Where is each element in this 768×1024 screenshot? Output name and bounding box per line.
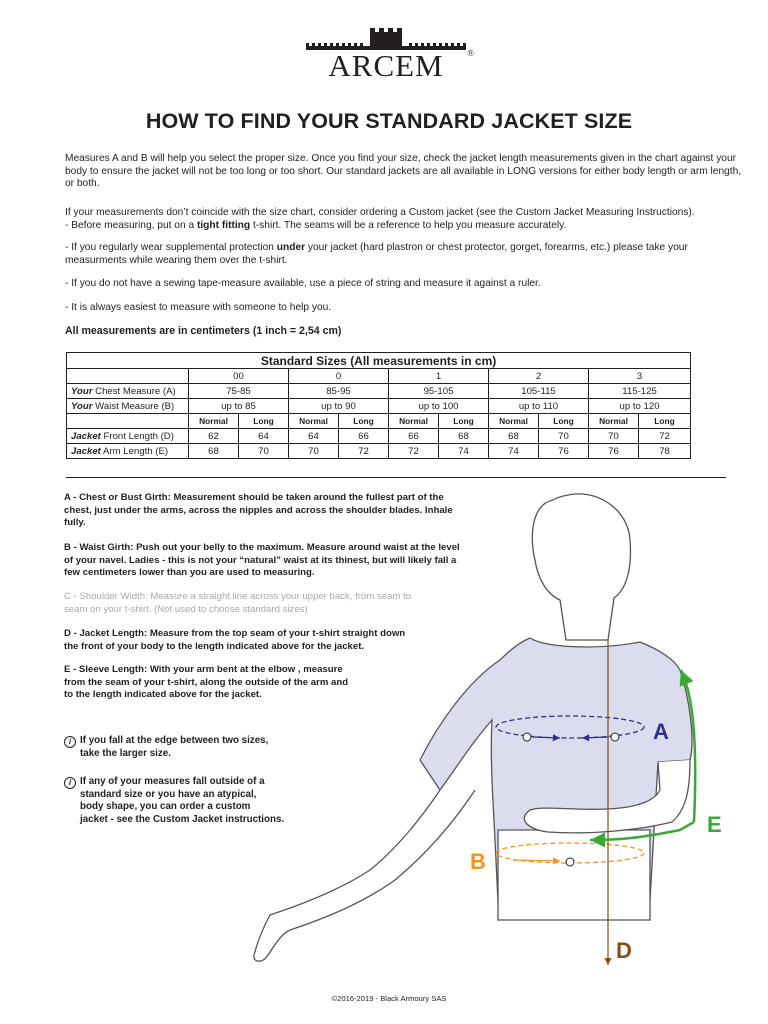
long-header: Long [439, 414, 489, 429]
size-00: 00 [189, 369, 289, 384]
chest-row [67, 384, 691, 399]
front-cell: 62 [189, 429, 239, 444]
arm-cell: 72 [339, 444, 389, 459]
front-cell: 72 [639, 429, 691, 444]
measure-b-line: B - Waist Girth: Push out your belly to the maximum. Measure around waist at the level [64, 542, 460, 553]
waist-label [67, 399, 189, 414]
size-corner [67, 369, 189, 384]
tip-line: jacket - see the Custom Jacket instructions. [80, 814, 285, 826]
label-e: E [707, 812, 722, 837]
arm-cell: 78 [639, 444, 691, 459]
tshirt-note-bold: tight fitting [196, 219, 251, 231]
label-b: B [470, 849, 486, 874]
size-3: 3 [589, 369, 691, 384]
label-a: A [653, 719, 669, 744]
measure-e [64, 664, 348, 702]
protection-post: your jacket (hard plastron or chest protector, gorget, forearms, etc.) please take your measurments while wearing them over the t-shirt. [65, 242, 688, 266]
measure-b-line: of your navel. Ladies - this is not your “natural” waist at its thinest, but will likely fall a [64, 554, 457, 566]
measure-a-line: chest, just under the arms, across the nipples and across the shoulder blades. Inhale [64, 504, 453, 516]
chest-cell: 105-115 [489, 384, 589, 399]
left-arm-outline [254, 790, 475, 961]
protection-pre: - If you regularly wear supplemental protection [65, 242, 277, 253]
measure-b-line: few centimeters lower than you are used to measuring. [64, 567, 315, 579]
long-header: Long [339, 414, 389, 429]
custom-jacket-note: If your measurements don’t coincide with the size chart, consider ordering a Custom jacket (see the Custom Jacket Measuring Instructions). [65, 207, 695, 218]
size-0: 0 [289, 369, 389, 384]
units-note: All measurements are in centimeters (1 inch = 2,54 cm) [65, 325, 342, 337]
chest-cell: 85-95 [289, 384, 389, 399]
arm-cell: 72 [389, 444, 439, 459]
front-cell: 70 [539, 429, 589, 444]
arm-cell: 70 [239, 444, 289, 459]
long-header: Long [539, 414, 589, 429]
normal-header: Normal [589, 414, 639, 429]
waist-label-text: Waist Measure (B) [92, 400, 175, 412]
protection-paragraph [65, 242, 745, 267]
string-paragraph: - If you do not have a sewing tape-measure available, use a piece of string and measure it against a ruler. [65, 278, 541, 289]
waist-cell: up to 120 [589, 399, 691, 414]
size-2: 2 [489, 369, 589, 384]
chest-cell: 115-125 [589, 384, 691, 399]
chest-point-right [611, 733, 619, 741]
brand-logo [300, 26, 472, 84]
arm-length-label [67, 444, 189, 459]
tip-line: standard size or you have an atypical, [80, 788, 257, 800]
front-length-row [67, 429, 691, 444]
normal-long-corner [67, 414, 189, 429]
intro-paragraph: Measures A and B will help you select the proper size. Once you find your size, check the jacket length measurements given in the chart against your body to ensure the jacket will not be too long or too short. Our standard jackets are all available in LONG versions for either body length or arm length, or both. [65, 153, 742, 189]
label-d: D [616, 938, 632, 963]
chest-cell: 95-105 [389, 384, 489, 399]
measure-a-line: A - Chest or Bust Girth: Measurement should be taken around the fullest part of the [64, 492, 444, 503]
brand-name: ARCEM [328, 48, 444, 83]
waist-cell: up to 100 [389, 399, 489, 414]
helper-paragraph: - It is always easiest to measure with someone to help you. [65, 302, 332, 313]
size-row [67, 369, 691, 384]
front-cell: 66 [389, 429, 439, 444]
size-table [66, 352, 691, 459]
arm-cell: 68 [189, 444, 239, 459]
waist-row [67, 399, 691, 414]
normal-header: Normal [389, 414, 439, 429]
section-divider [66, 477, 726, 478]
info-icon: i [64, 736, 76, 748]
front-cell: 70 [589, 429, 639, 444]
measure-d-line: D - Jacket Length: Measure from the top seam of your t-shirt straight down [64, 628, 406, 639]
size-1: 1 [389, 369, 489, 384]
chest-label-text: Chest Measure (A) [92, 385, 176, 397]
measure-c-line: seam on your t-shirt. (Not used to choose standard sizes) [64, 603, 308, 615]
tip-line: If any of your measures fall outside of a [80, 776, 265, 787]
chest-label-em: Your [71, 385, 93, 397]
measure-c-line: C - Shoulder Width: Measure a straight line across your upper back, from seam to [64, 591, 412, 602]
waist-cell: up to 85 [189, 399, 289, 414]
measure-e-line: to the length indicated above for the jacket. [64, 689, 262, 701]
tip-custom [64, 776, 284, 827]
normal-header: Normal [289, 414, 339, 429]
front-cell: 68 [439, 429, 489, 444]
measure-b [64, 542, 460, 580]
measure-e-line: from the seam of your t-shirt, along the outside of the arm and [64, 676, 349, 688]
chest-point-left [523, 733, 531, 741]
arm-cell: 70 [289, 444, 339, 459]
registered-mark: ® [467, 48, 474, 58]
normal-long-row [67, 414, 691, 429]
chest-label [67, 384, 189, 399]
front-cell: 66 [339, 429, 389, 444]
measure-c [64, 591, 411, 616]
measure-d [64, 628, 405, 653]
tshirt-note-post: t-shirt. The seams will be a reference to help you measure accurately. [250, 219, 567, 231]
long-header: Long [239, 414, 289, 429]
measure-a [64, 492, 453, 530]
normal-header: Normal [489, 414, 539, 429]
tip-line: take the larger size. [80, 747, 171, 759]
info-icon: i [64, 777, 76, 789]
tip-line: If you fall at the edge between two sizes, [80, 735, 269, 746]
arm-cell: 76 [539, 444, 589, 459]
measure-a-line: fully. [64, 517, 86, 529]
long-header: Long [639, 414, 691, 429]
waist-point [566, 858, 574, 866]
arm-length-row [67, 444, 691, 459]
front-cell: 64 [239, 429, 289, 444]
chest-cell: 75-85 [189, 384, 289, 399]
measure-e-line: E - Sleeve Length: With your arm bent at the elbow , measure [64, 664, 343, 675]
waist-cell: up to 110 [489, 399, 589, 414]
page-title: HOW TO FIND YOUR STANDARD JACKET SIZE [145, 109, 633, 133]
head-outline [532, 494, 630, 640]
size-table-title: Standard Sizes (All measurements in cm) [67, 353, 691, 369]
footer-copyright: ©2016-2019 - Black Armoury SAS [331, 994, 447, 1003]
front-cell: 64 [289, 429, 339, 444]
protection-bold: under [276, 242, 306, 253]
measure-d-line: the front of your body to the length indicated above for the jacket. [64, 640, 365, 652]
torso-outline [498, 830, 650, 920]
arm-label-text: Arm Length (E) [100, 445, 169, 457]
arm-cell: 74 [439, 444, 489, 459]
front-cell: 68 [489, 429, 539, 444]
front-label-text: Front Length (D) [100, 430, 174, 442]
custom-jacket-paragraph [65, 207, 745, 232]
arm-cell: 74 [489, 444, 539, 459]
waist-label-em: Your [71, 400, 93, 412]
arm-cell: 76 [589, 444, 639, 459]
arm-label-em: Jacket [71, 445, 101, 457]
tip-edge-sizes [64, 735, 268, 760]
normal-header: Normal [189, 414, 239, 429]
tip-line: body shape, you can order a custom [80, 801, 251, 813]
front-label-em: Jacket [71, 430, 101, 442]
waist-cell: up to 90 [289, 399, 389, 414]
tshirt-note-pre: - Before measuring, put on a [65, 219, 197, 231]
front-length-label [67, 429, 189, 444]
